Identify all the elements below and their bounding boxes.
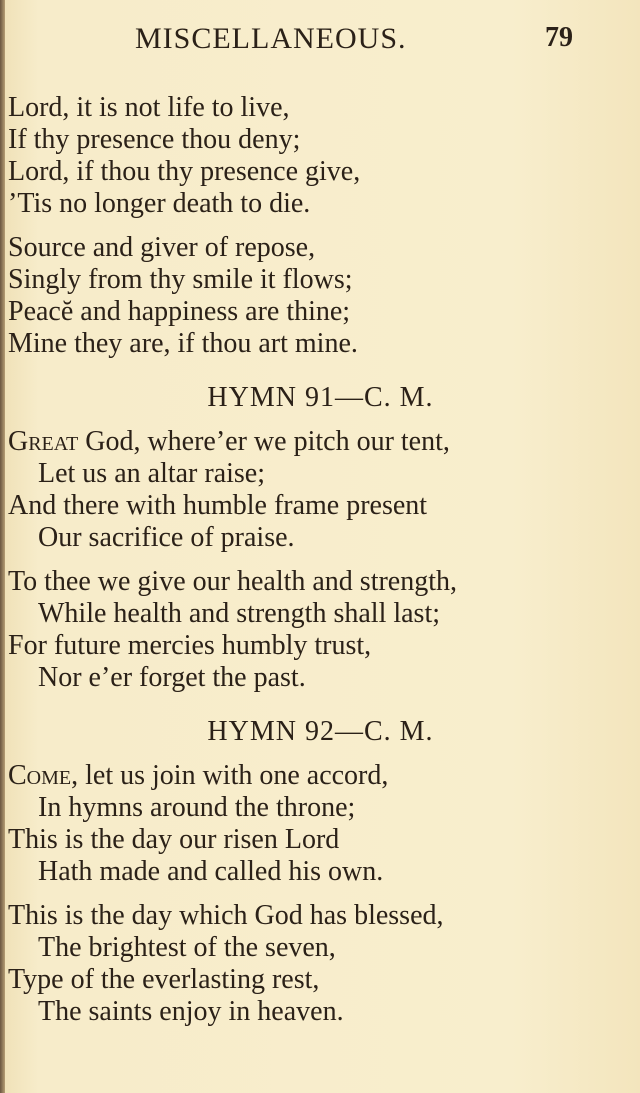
first-word: Come,	[8, 760, 79, 791]
verse-line: Source and giver of repose,	[8, 232, 316, 263]
verse-line: Hath made and called his own.	[38, 856, 384, 887]
verse-line: To thee we give our health and strength,	[8, 566, 458, 597]
verse-line: The brightest of the seven,	[38, 932, 336, 963]
verse-line: If thy presence thou deny;	[8, 124, 301, 155]
stanza	[8, 900, 633, 1028]
verse-line	[8, 426, 633, 458]
verse-line: Lord, it is not life to live,	[8, 92, 290, 123]
verse-line: And there with humble frame present	[8, 490, 428, 521]
verse-line: ’Tis no longer death to die.	[8, 188, 311, 219]
verse-line	[8, 760, 633, 792]
verse-line: In hymns around the throne;	[38, 792, 356, 823]
stanza	[8, 426, 633, 554]
running-title: MISCELLANEOUS.	[135, 22, 407, 55]
verse-line: While health and strength shall last;	[38, 598, 441, 629]
verse-text: God, where’er we pitch our tent,	[85, 426, 450, 457]
page-number: 79	[545, 22, 573, 53]
stanza	[8, 760, 633, 888]
verse-line: Lord, if thou thy presence give,	[8, 156, 361, 187]
verse-line: The saints enjoy in heaven.	[38, 996, 344, 1027]
verse-line: Type of the everlasting rest,	[8, 964, 320, 995]
verse-line: Mine they are, if thou art mine.	[8, 328, 358, 359]
verse-line: Nor e’er forget the past.	[38, 662, 306, 693]
verse-line: For future mercies humbly trust,	[8, 630, 372, 661]
verse-line: This is the day which God has blessed,	[8, 900, 444, 931]
stanza	[8, 566, 633, 694]
stanza	[8, 92, 633, 220]
verse-line: Our sacrifice of praise.	[38, 522, 295, 553]
verse-line: This is the day our risen Lord	[8, 824, 340, 855]
verse-line: Let us an altar raise;	[38, 458, 266, 489]
page-body	[8, 92, 633, 1028]
stanza	[8, 232, 633, 360]
verse-line: Singly from thy smile it flows;	[8, 264, 353, 295]
page-edge	[0, 0, 5, 1093]
hymn-92-title: HYMN 92—C. M.	[207, 716, 434, 747]
hymn-91-title: HYMN 91—C. M.	[207, 382, 434, 413]
verse-text: let us join with one accord,	[85, 760, 389, 791]
page-header	[0, 22, 640, 62]
first-word: Great	[8, 426, 79, 457]
verse-line: Peacĕ and happiness are thine;	[8, 296, 351, 327]
